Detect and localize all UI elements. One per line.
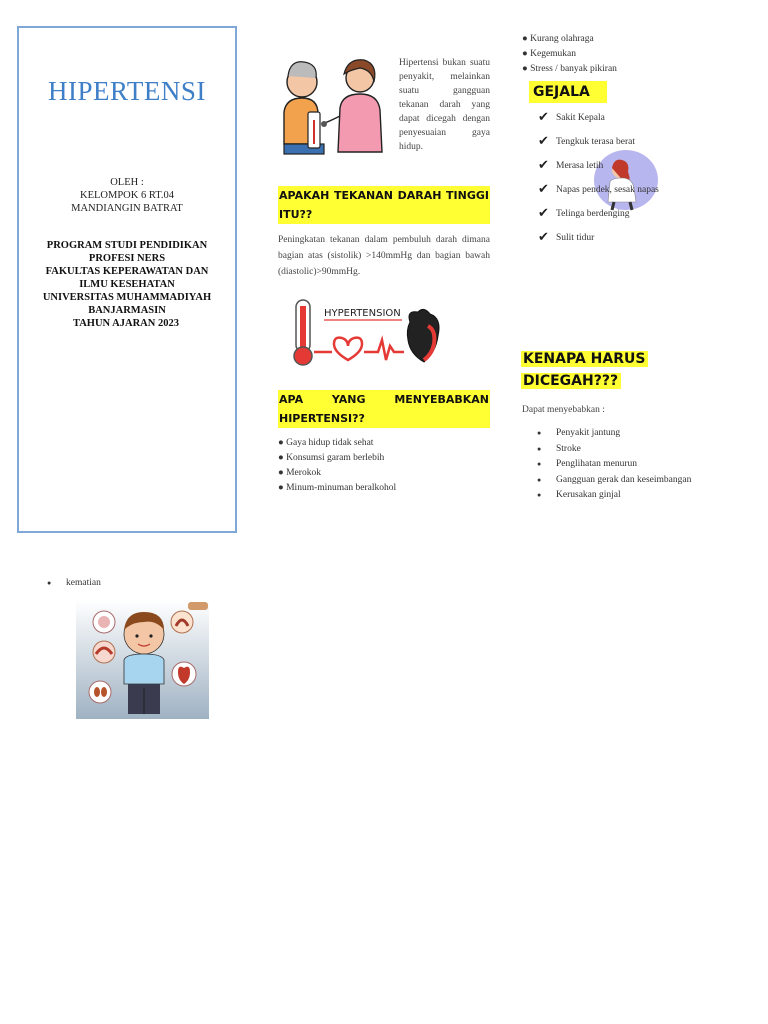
list-item: ● Penglihatan menurun	[522, 457, 742, 473]
list-item: ✔ Merasa letih	[538, 158, 728, 182]
what-paragraph: Peningkatan tekanan dalam pembuluh darah dimana bagian atas (sistolik) >140mmHg dan bagian bawah (diastolic)>90mmHg.	[278, 235, 490, 277]
hypertension-label: HYPERTENSION	[324, 308, 401, 319]
author-line: OLEH :	[110, 177, 144, 188]
check-icon: ✔	[538, 158, 549, 173]
list-item: ● Stroke	[522, 442, 742, 458]
what-heading	[278, 186, 490, 224]
intro-paragraph: Hipertensi bukan suatu penyakit, melainkan suatu gangguan tekanan darah yang dapat dicegah dengan penyesuaian gaya hidup.	[399, 58, 490, 152]
institution-line: ILMU KESEHATAN	[79, 279, 175, 290]
list-item: ✔ Sakit Kepala	[538, 110, 728, 134]
list-item: ● kematian	[32, 576, 232, 592]
list-item: ✔ Sulit tidur	[538, 230, 728, 254]
institution-line: PROFESI NERS	[88, 253, 166, 264]
organ-damage-illustration	[76, 600, 209, 719]
prevent-list	[522, 426, 742, 504]
check-icon: ✔	[538, 134, 549, 149]
list-item: ● Minum-minuman beralkohol	[278, 483, 397, 493]
causes-list	[278, 436, 490, 496]
list-item: ● Kerusakan ginjal	[522, 488, 742, 504]
prevent-intro: Dapat menyebabkan :	[522, 405, 605, 415]
prevent-heading-line2: DICEGAH???	[521, 373, 621, 389]
check-icon: ✔	[538, 230, 549, 245]
institution-line: UNIVERSITAS MUHAMMADIYAH	[42, 292, 212, 303]
complication-list	[32, 576, 232, 592]
institution-line: PROGRAM STUDI PENDIDIKAN	[46, 240, 208, 251]
cover-title: HIPERTENSI	[48, 76, 206, 106]
list-item: ✔ Telinga berdenging	[538, 206, 728, 230]
prevent-heading-line1: KENAPA HARUS	[521, 351, 648, 367]
causes-list-continued	[522, 32, 722, 77]
check-icon: ✔	[538, 206, 549, 221]
symptoms-heading: GEJALA	[529, 81, 607, 103]
nurse-blood-pressure-illustration	[278, 52, 388, 160]
list-item: ● Penyakit jantung	[522, 426, 742, 442]
what-heading-text: APAKAH TEKANAN DARAH TINGGI ITU??	[278, 186, 490, 224]
list-item: ● Stress / banyak pikiran	[522, 64, 617, 74]
list-item: ● Kegemukan	[522, 49, 577, 59]
institution-line: FAKULTAS KEPERAWATAN DAN	[45, 266, 209, 277]
author-line: MANDIANGIN BATRAT	[71, 203, 183, 214]
cover-panel	[17, 26, 237, 533]
symptoms-list	[538, 110, 728, 254]
causes-heading	[278, 390, 490, 428]
list-item: ✔ Tengkuk terasa berat	[538, 134, 728, 158]
institution-line: BANJARMASIN	[88, 305, 166, 316]
list-item: ● Kurang olahraga	[522, 34, 594, 44]
list-item: ● Gangguan gerak dan keseimbangan	[522, 473, 742, 489]
list-item: ✔ Napas pendek, sesak napas	[538, 182, 728, 206]
causes-heading-text: APA YANG MENYEBABKAN HIPERTENSI??	[278, 390, 490, 428]
list-item: ● Gaya hidup tidak sehat	[278, 438, 374, 448]
author-line: KELOMPOK 6 RT.04	[80, 190, 174, 201]
cover-institution	[19, 239, 235, 330]
prevent-heading	[521, 348, 648, 392]
academic-year: TAHUN AJARAN 2023	[73, 318, 179, 329]
check-icon: ✔	[538, 182, 549, 197]
check-icon: ✔	[538, 110, 549, 125]
hypertension-image	[290, 296, 446, 368]
cover-author	[19, 176, 235, 215]
list-item: ● Konsumsi garam berlebih	[278, 453, 385, 463]
list-item: ● Merokok	[278, 468, 321, 478]
